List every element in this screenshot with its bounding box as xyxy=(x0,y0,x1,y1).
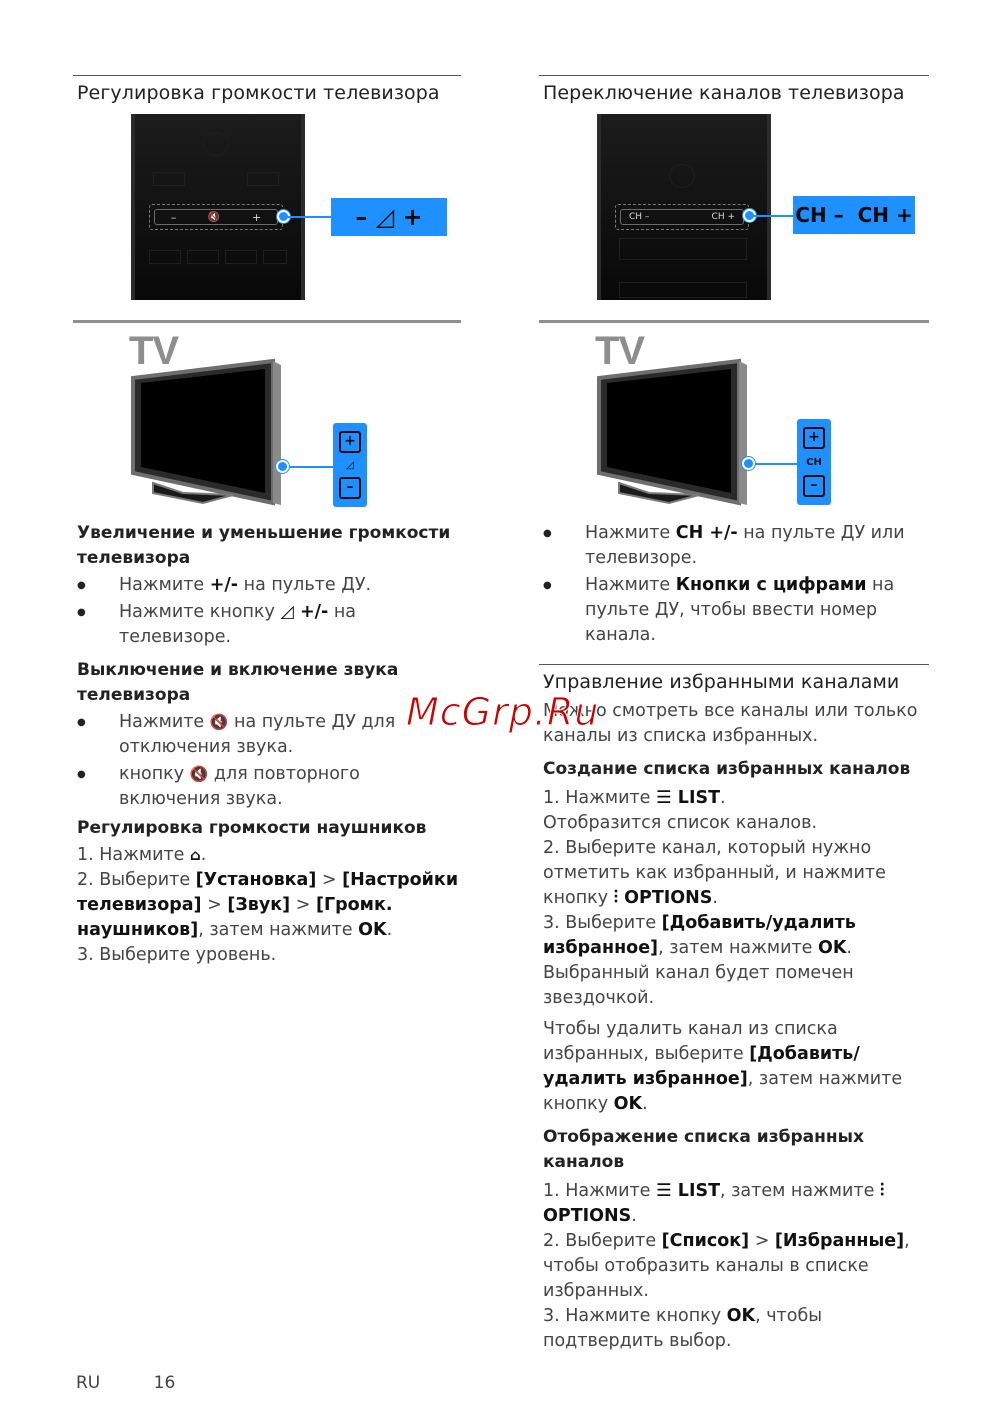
remote-control-image xyxy=(597,114,771,300)
tv-icon xyxy=(123,353,343,523)
home-icon: ⌂ xyxy=(190,846,201,864)
mute-icon: 🔇 xyxy=(189,765,209,783)
tv-ch-label: CH xyxy=(806,456,822,468)
tv-channel-connector xyxy=(749,463,799,465)
list-item: ● Нажмите кнопку ◿ +/- на телевизоре. xyxy=(73,600,461,650)
tv-ch-minus-icon: – xyxy=(803,475,825,497)
hp-step-3: 3. Выберите уровень. xyxy=(77,945,277,965)
list-item: ● Нажмите Кнопки с цифрами на пульте ДУ, чтобы ввести номер канала. xyxy=(539,573,929,648)
list-icon: ☰ LIST xyxy=(656,1181,720,1201)
channel-bullets xyxy=(539,521,929,648)
remote-minus-label: – xyxy=(170,210,177,224)
create-step-1-result: Отобразится список каналов. xyxy=(543,813,818,833)
options-icon: ⫶ OPTIONS xyxy=(543,1181,885,1226)
channel-connector-line xyxy=(753,215,793,217)
favorites-intro: Можно смотреть все каналы или только каналы из списка избранных. xyxy=(543,701,918,746)
tv-label: TV xyxy=(595,329,645,373)
create-step-3-result: Выбранный канал будет помечен звездочкой. xyxy=(543,963,854,1008)
remote-chplus-label: CH + xyxy=(711,212,735,222)
remote-control-image xyxy=(131,114,305,300)
list-item: ● Нажмите 🔇 на пульте ДУ для отключения звука. xyxy=(73,710,461,760)
tv-volume-panel xyxy=(333,423,367,507)
mute-bullets xyxy=(73,710,461,812)
h-volume: Увеличение и уменьшение громкости телевизора xyxy=(77,523,451,568)
volume-remote-figure xyxy=(73,114,461,314)
remote-plus-label: + xyxy=(251,210,262,224)
remote-chminus-label: CH – xyxy=(629,212,650,222)
hp-step-2: 2. Выберите [Установка] > [Настройки телевизора] > [Звук] > [Громк. наушников], затем нажмите OK. xyxy=(77,870,459,940)
volume-button-bar xyxy=(149,204,283,230)
remote-mute-icon: 🔇 xyxy=(207,211,221,223)
show-step-2: 2. Выберите [Список] > [Избранные], чтобы отобразить каналы в списке избранных. xyxy=(543,1231,910,1301)
tv-minus-icon: – xyxy=(339,477,361,499)
favorites-title: Управление избранными каналами xyxy=(543,671,900,693)
tv-volume-figure xyxy=(73,323,461,513)
left-top-rule xyxy=(73,75,461,76)
page-footer xyxy=(76,1373,223,1393)
watermark: McGrp.Ru xyxy=(406,690,600,734)
show-step-3: 3. Нажмите кнопку OK, чтобы подтвердить выбор. xyxy=(543,1306,823,1351)
footer-language: RU xyxy=(76,1373,101,1393)
list-item: ● Нажмите +/- на пульте ДУ. xyxy=(73,573,461,598)
h-headphones: Регулировка громкости наушников xyxy=(77,818,427,838)
tv-channel-dot xyxy=(742,457,755,470)
tv-label: TV xyxy=(129,329,179,373)
h-show: Отображение списка избранных каналов xyxy=(543,1127,864,1172)
tv-volume-icon: ◿ xyxy=(346,459,354,471)
list-icon: ☰ LIST xyxy=(656,788,720,808)
show-step-1: 1. Нажмите ☰ LIST, затем нажмите ⫶ OPTIONS. xyxy=(543,1181,885,1226)
create-step-2: 2. Выберите канал, который нужно отметить как избранный, и нажмите кнопку ⫶ OPTIONS. xyxy=(543,838,886,908)
tv-plus-icon: + xyxy=(339,431,361,453)
h-create: Создание списка избранных каналов xyxy=(543,759,911,779)
footer-page-number: 16 xyxy=(153,1373,176,1393)
channel-section-title: Переключение каналов телевизора xyxy=(543,82,905,104)
tv-channel-panel xyxy=(797,419,831,505)
right-top-rule xyxy=(539,75,929,76)
tv-volume-dot xyxy=(276,460,289,473)
tv-icon xyxy=(589,353,809,523)
list-item: ● кнопку 🔇 для повторного включения звука. xyxy=(73,762,461,812)
remove-instructions: Чтобы удалить канал из списка избранных, выберите [Добавить/удалить избранное], затем нажмите кнопку OK. xyxy=(543,1019,903,1114)
h-mute: Выключение и включение звука телевизора xyxy=(77,660,399,705)
hp-step-1: 1. Нажмите ⌂. xyxy=(77,845,207,865)
left-column xyxy=(73,75,461,968)
mute-icon: 🔇 xyxy=(209,713,229,731)
volume-section-title: Регулировка громкости телевизора xyxy=(77,82,440,104)
tv-volume-connector xyxy=(283,466,333,468)
tv-channel-figure xyxy=(539,323,929,513)
channel-remote-figure xyxy=(539,114,927,314)
volume-connector-line xyxy=(287,216,331,218)
list-item: ● Нажмите CH +/- на пульте ДУ или телевизоре. xyxy=(539,521,929,571)
channel-callout: CH – CH + xyxy=(793,196,915,234)
create-step-3: 3. Выберите [Добавить/удалить избранное], затем нажмите OK. xyxy=(543,913,856,958)
favorites-rule xyxy=(539,664,929,665)
tv-ch-plus-icon: + xyxy=(803,427,825,449)
channel-button-bar xyxy=(615,204,749,230)
create-step-1: 1. Нажмите ☰ LIST. xyxy=(543,788,726,808)
volume-bullets xyxy=(73,573,461,650)
volume-callout: – ◿ + xyxy=(331,198,447,236)
options-icon: ⫶ OPTIONS xyxy=(613,888,713,908)
